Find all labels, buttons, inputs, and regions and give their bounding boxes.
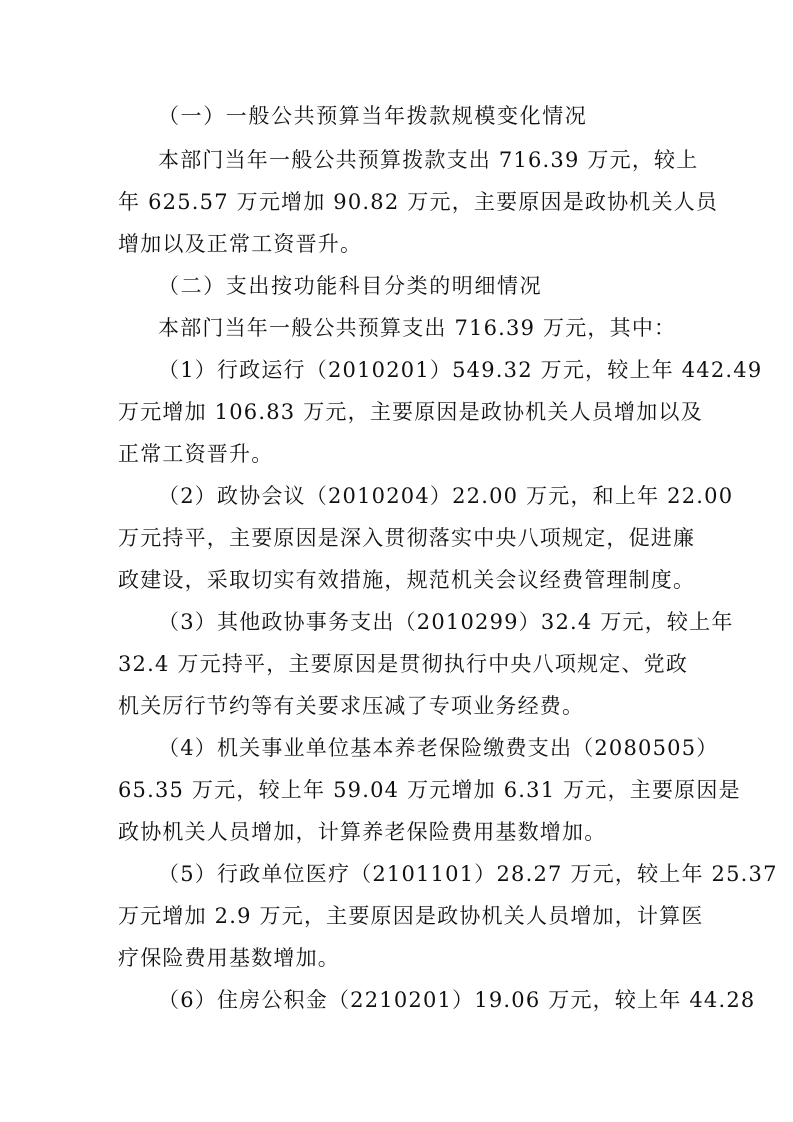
- paragraph-line: 正常工资晋升。: [118, 442, 274, 466]
- paragraph-line: 万元增加 106.83 万元，主要原因是政协机关人员增加以及: [118, 400, 703, 424]
- paragraph-line: （4）机关事业单位基本养老保险缴费支出（2080505）: [158, 736, 719, 760]
- section-heading-1: （一）一般公共预算当年拨款规模变化情况: [158, 104, 588, 128]
- paragraph-line: （6）住房公积金（2210201）19.06 万元，较上年 44.28: [158, 988, 756, 1012]
- paragraph-line: 政建设，采取切实有效措施，规范机关会议经费管理制度。: [118, 568, 696, 592]
- paragraph-line: 年 625.57 万元增加 90.82 万元，主要原因是政协机关人员: [118, 190, 719, 214]
- paragraph-line: 政协机关人员增加，计算养老保险费用基数增加。: [118, 820, 607, 844]
- paragraph-line: （5）行政单位医疗（2101101）28.27 万元，较上年 25.37: [158, 862, 778, 886]
- paragraph-line: （3）其他政协事务支出（2010299）32.4 万元，较上年: [158, 610, 734, 634]
- paragraph-line: （2）政协会议（2010204）22.00 万元，和上年 22.00: [158, 484, 734, 508]
- paragraph-line: （1）行政运行（2010201）549.32 万元，较上年 442.49: [158, 358, 763, 382]
- paragraph-line: 32.4 万元持平，主要原因是贯彻执行中央八项规定、党政: [118, 652, 689, 676]
- paragraph-line: 疗保险费用基数增加。: [118, 946, 340, 970]
- paragraph-line: 万元增加 2.9 万元，主要原因是政协机关人员增加，计算医: [118, 904, 704, 928]
- paragraph-line: 增加以及正常工资晋升。: [118, 232, 363, 256]
- paragraph-line: 万元持平，主要原因是深入贯彻落实中央八项规定，促进廉: [118, 526, 696, 550]
- paragraph-line: 机关厉行节约等有关要求压减了专项业务经费。: [118, 694, 585, 718]
- section-heading-2: （二）支出按功能科目分类的明细情况: [158, 274, 543, 298]
- paragraph-line: 65.35 万元，较上年 59.04 万元增加 6.31 万元，主要原因是: [118, 778, 741, 802]
- paragraph-line: 本部门当年一般公共预算支出 716.39 万元，其中：: [158, 316, 677, 340]
- paragraph-line: 本部门当年一般公共预算拨款支出 716.39 万元，较上: [158, 148, 699, 172]
